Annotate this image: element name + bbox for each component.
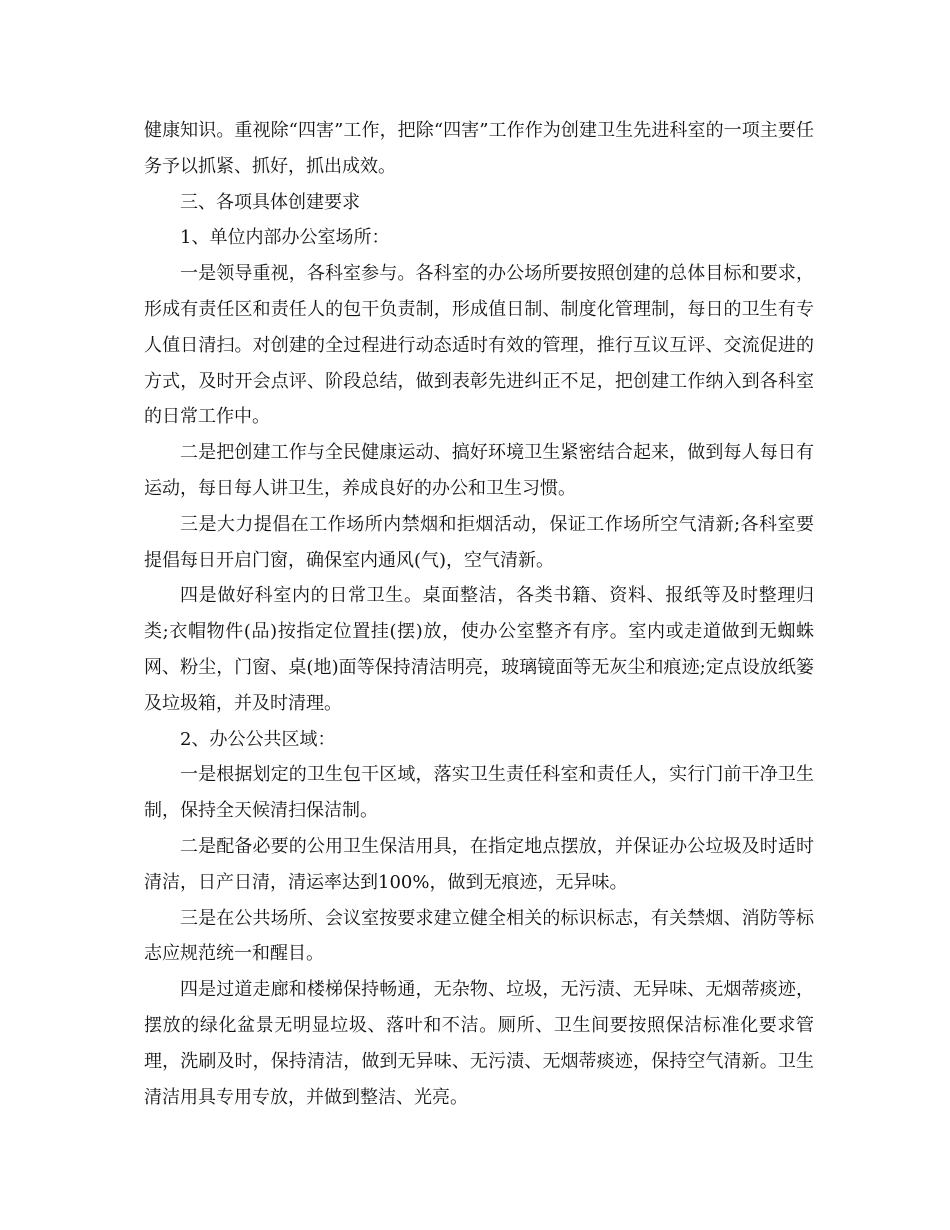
paragraph-signage: 三是在公共场所、会议室按要求建立健全相关的标识标志，有关禁烟、消防等标志应规范统一和醒目。 (144, 907, 814, 965)
paragraph-daily-hygiene: 四是做好科室内的日常卫生。桌面整洁，各类书籍、资料、报纸等及时整理归类;衣帽物件(品)按指定位置挂(摆)放，使办公室整齐有序。室内或走道做到无蜘蛛网、粉尘，门窗、桌(地)面等保持清洁明亮，玻璃镜面等无灰尘和痕迹;定点设放纸篓及垃圾箱，并及时清理。 (144, 585, 814, 714)
paragraph-no-smoking: 三是大力提倡在工作场所内禁烟和拒烟活动，保证工作场所空气清新;各科室要提倡每日开启门窗，确保室内通风(气)，空气清新。 (144, 513, 814, 571)
subsection-heading-1: 1、单位内部办公室场所： (180, 227, 390, 249)
paragraph-1: 健康知识。重视除“四害”工作，把除“四害”工作作为创建卫生先进科室的一项主要任务予以抓紧、抓好，抓出成效。 (144, 120, 814, 177)
section-heading-3: 三、各项具体创建要求 (180, 191, 360, 213)
paragraph-leadership: 一是领导重视，各科室参与。各科室的办公场所要按照创建的总体目标和要求，形成有责任区和责任人的包干负责制，形成值日制、制度化管理制，每日的卫生有专人值日清扫。对创建的全过程进行动态适时有效的管理，推行互议互评、交流促进的方式，及时开会点评、阶段总结，做到表彰先进纠正不足，把创建工作纳入到各科室的日常工作中。 (144, 263, 814, 428)
paragraph-health-exercise: 二是把创建工作与全民健康运动、搞好环境卫生紧密结合起来，做到每人每日有运动，每日每人讲卫生，养成良好的办公和卫生习惯。 (144, 442, 814, 499)
paragraph-responsibility-areas: 一是根据划定的卫生包干区域，落实卫生责任科室和责任人，实行门前干净卫生制，保持全天候清扫保洁制。 (144, 764, 814, 822)
document-body (144, 113, 814, 1115)
paragraph-corridors: 四是过道走廊和楼梯保持畅通，无杂物、垃圾，无污渍、无异味、无烟蒂痰迹，摆放的绿化盆景无明显垃圾、落叶和不洁。厕所、卫生间要按照保洁标准化要求管理，洗刷及时，保持清洁，做到无异味、无污渍、无烟蒂痰迹，保持空气清新。卫生清洁用具专用专放，并做到整洁、光亮。 (144, 979, 814, 1108)
subsection-heading-2: 2、办公公共区域： (180, 728, 336, 750)
paragraph-cleaning-tools: 二是配备必要的公用卫生保洁用具，在指定地点摆放，并保证办公垃圾及时适时清洁，日产日清，清运率达到100%，做到无痕迹，无异味。 (144, 835, 814, 893)
